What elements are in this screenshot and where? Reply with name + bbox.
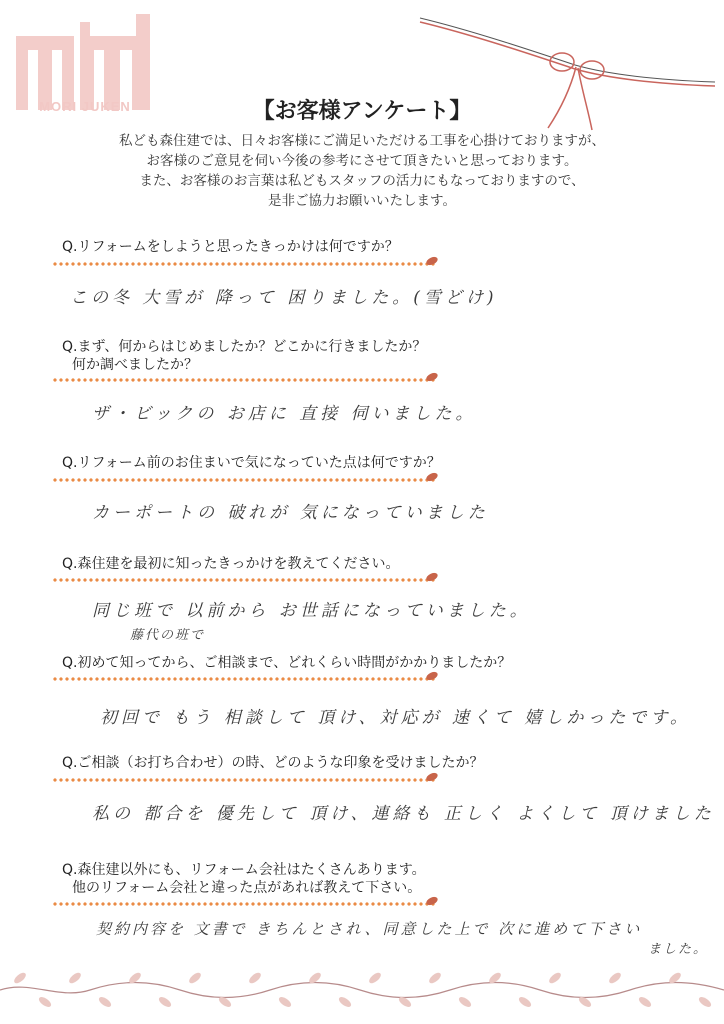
question-5: Q.初めて知ってから、ご相談まで、どれくらい時間がかかりましたか？ [62,655,512,671]
question-6: Q.ご相談（お打ち合わせ）の時、どのような印象を受けましたか？ [62,755,484,771]
leaf-icon [425,772,439,782]
leaf-icon [425,896,439,906]
question-3: Q.リフォーム前のお住まいで気になっていた点は何ですか？ [62,455,441,471]
dotted-divider [52,262,436,266]
answer-5: 初回で もう 相談して 頂け、対応が 速くて 嬉しかったです。 [100,708,691,728]
question-1: Q.リフォームをしようと思ったきっかけは何ですか？ [62,239,399,255]
dotted-divider [52,578,436,582]
leaf-icon [425,256,439,266]
vine-decoration [0,960,724,1020]
intro-line: 私ども森住建では、日々お客様にご満足いただける工事を心掛けておりますが、 [119,133,605,149]
answer-2: ザ・ビックの お店に 直接 伺いました。 [92,404,477,424]
dotted-divider [52,478,436,482]
page-title: 【お客様アンケート】 [252,99,472,124]
answer-3: カーポートの 破れが 気になっていました [92,503,489,523]
answer-1: この冬 大雪が 降って 困りました。(雪どけ) [70,288,498,308]
intro-text [80,131,644,211]
answer-4-line-2: 藤代の班で [130,628,206,643]
question-2: Q.まず、何からはじめましたか？どこかに行きましたか？ [62,339,427,355]
dotted-divider [52,902,436,906]
question-7: Q.森住建以外にも、リフォーム会社はたくさんあります。 [62,862,426,878]
leaf-icon [425,472,439,482]
dotted-divider [52,778,436,782]
logo-text: MORI JUKEN [39,99,131,114]
intro-line: 是非ご協力お願いいたします。 [268,193,456,209]
decorative-string-bow-icon [410,10,724,150]
leaf-icon [425,372,439,382]
answer-7-line-2: ました。 [648,942,709,957]
question-7-line-2: 他のリフォーム会社と違った点があれば教えて下さい。 [72,880,422,896]
answer-7: 契約内容を 文書で きちんとされ、同意した上で 次に進めて下さい [96,920,643,938]
dotted-divider [52,378,436,382]
answer-4: 同じ班で 以前から お世話になっていました。 [92,601,531,621]
intro-line: お客様のご意見を伺い今後の参考にさせて頂きたいと思っております。 [146,153,578,169]
question-2-line-2: 何か調べましたか？ [72,357,198,373]
answer-6: 私の 都合を 優先して 頂け、連絡も 正しく よくして 頂けました [92,804,715,824]
dotted-divider [52,677,436,681]
question-4: Q.森住建を最初に知ったきっかけを教えてください。 [62,556,400,572]
leaf-icon [425,671,439,681]
leaf-icon [425,572,439,582]
intro-line: また、お客様のお言葉は私どもスタッフの活力にもなっておりますので、 [139,173,585,189]
